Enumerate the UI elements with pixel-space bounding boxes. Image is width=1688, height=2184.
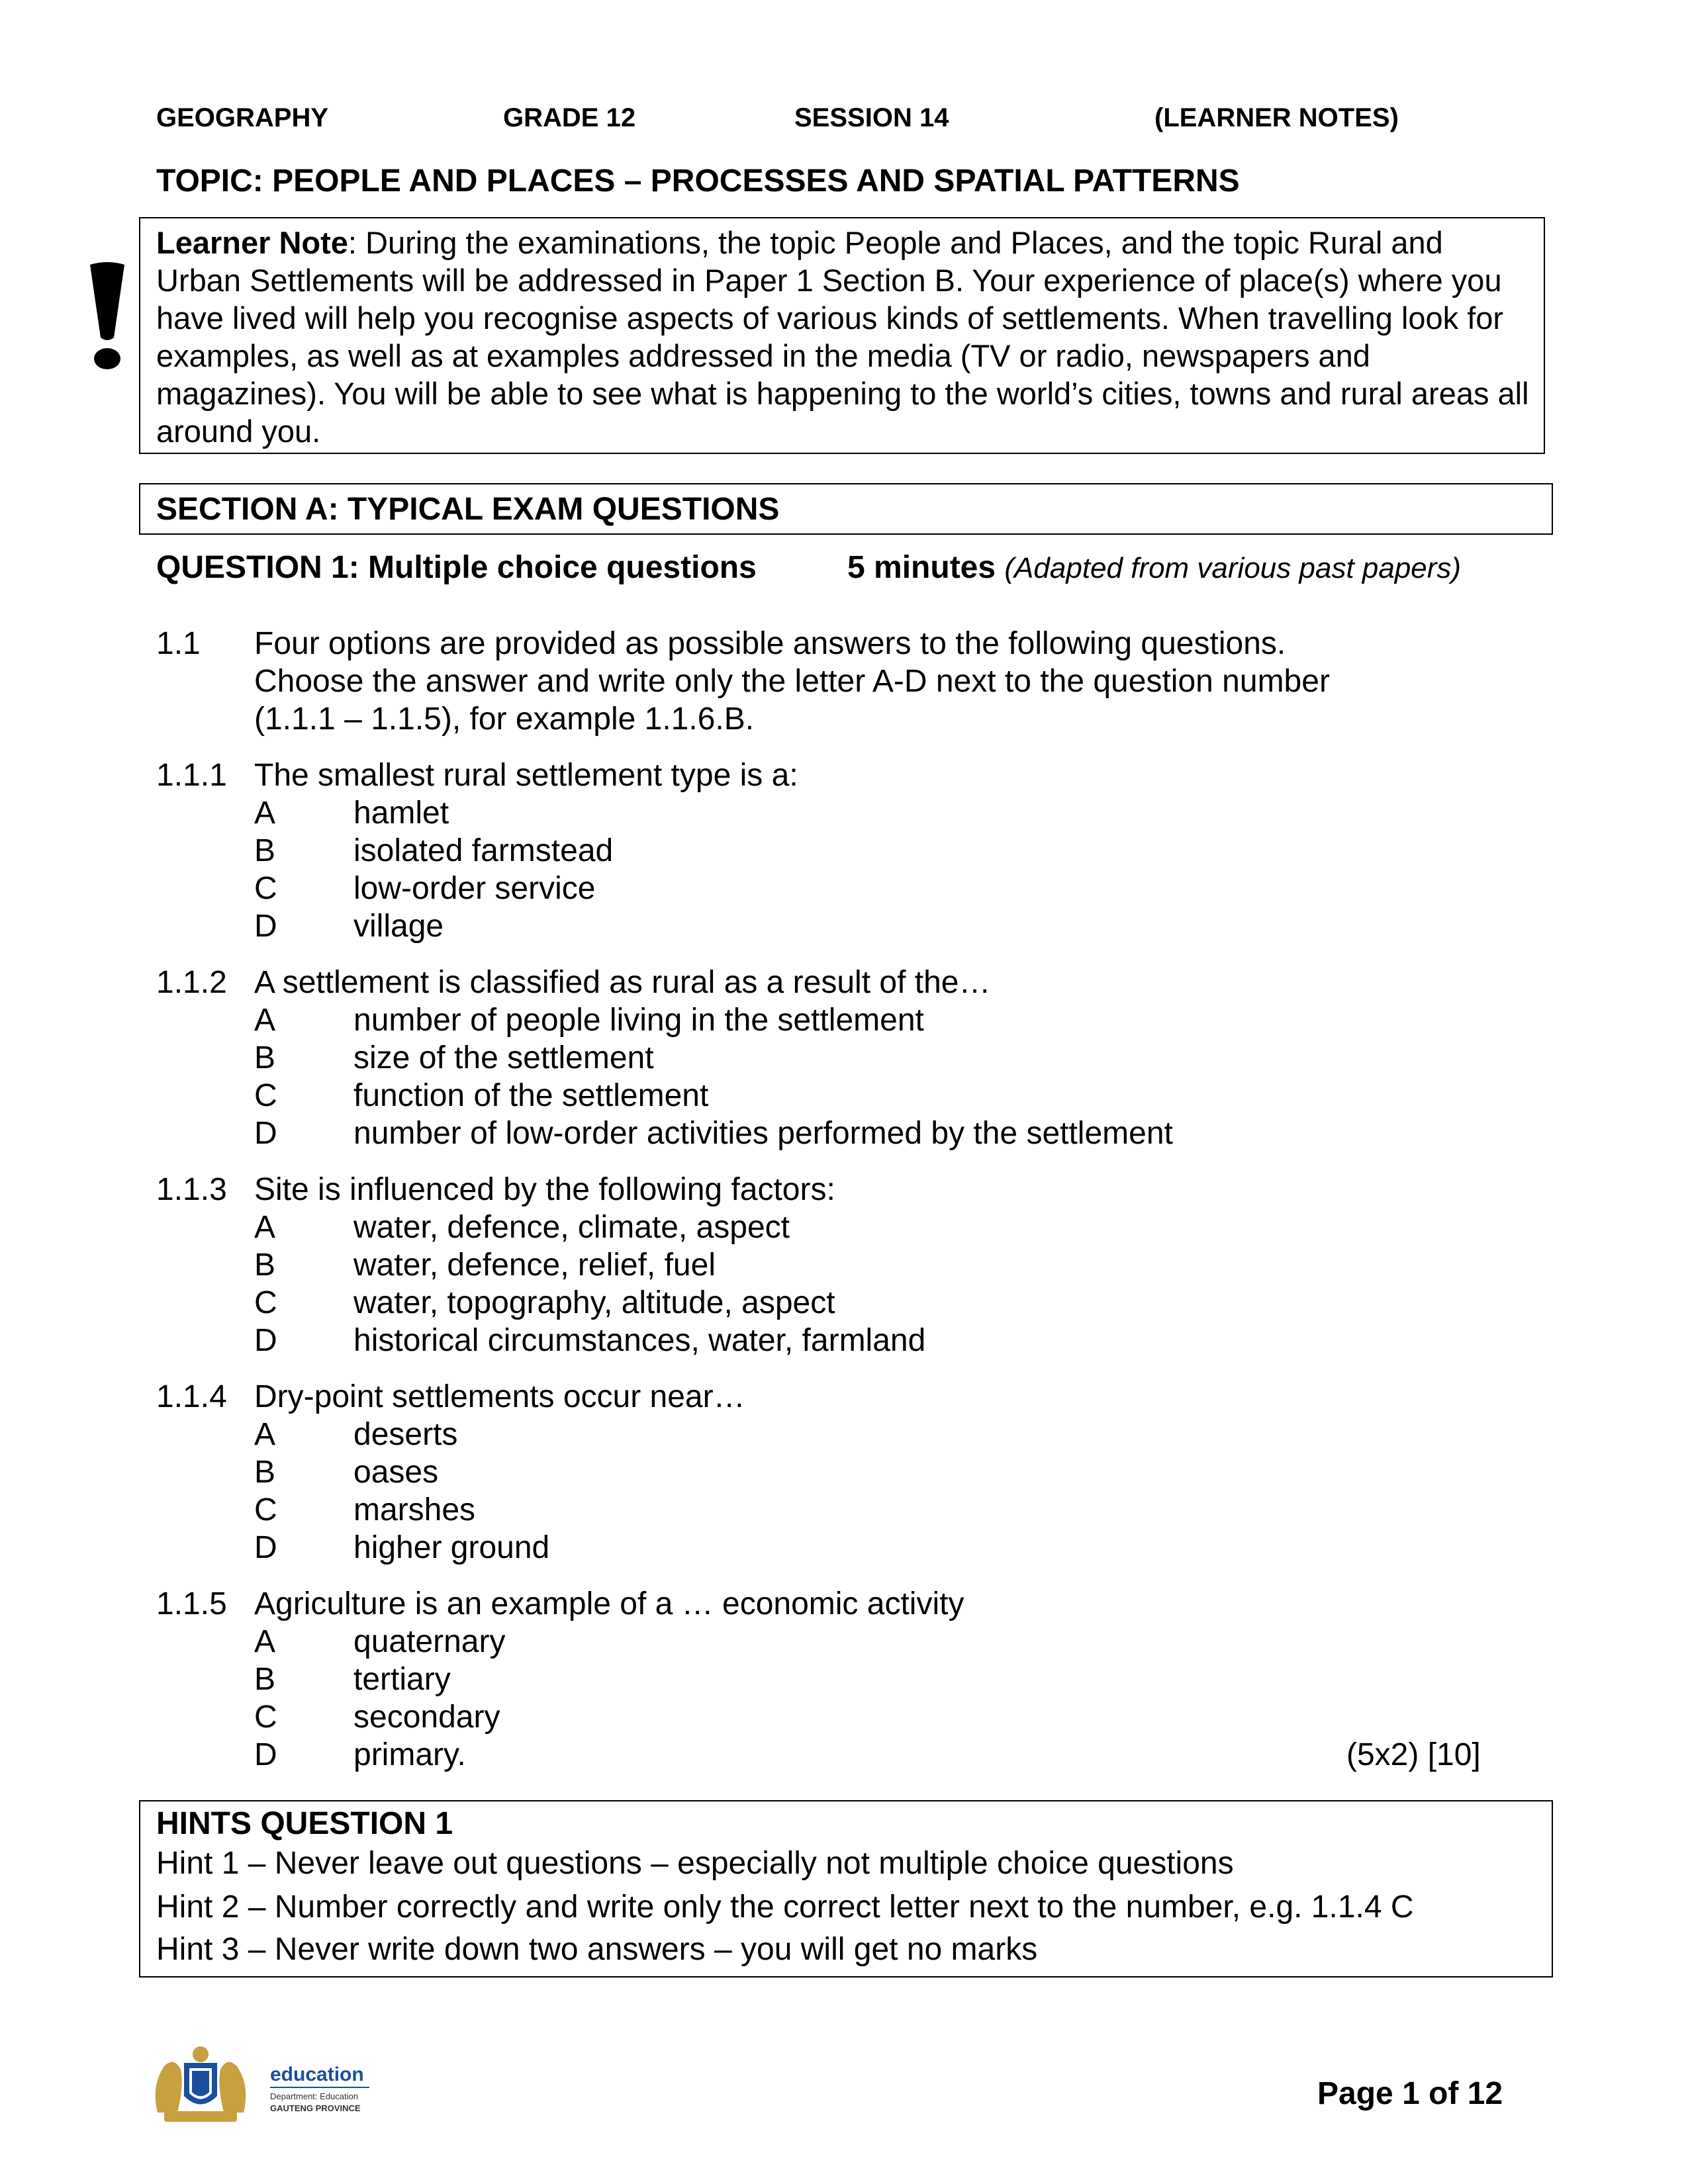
option-letter: C	[254, 1492, 277, 1527]
option-letter: C	[254, 1285, 277, 1320]
option-letter: D	[254, 1737, 277, 1772]
question-text: Dry-point settlements occur near…	[254, 1379, 745, 1414]
option-text: village	[353, 909, 444, 944]
hints-title: HINTS QUESTION 1	[156, 1806, 453, 1841]
option-letter: B	[254, 1662, 276, 1697]
option-text: oases	[353, 1455, 439, 1490]
learner-note-box	[139, 217, 1545, 454]
question-number: 1.1.3	[156, 1172, 227, 1207]
option-letter: B	[254, 833, 276, 868]
option-letter: D	[254, 1116, 277, 1151]
question-number: 1.1.2	[156, 965, 227, 1000]
hint-item: Hint 1 – Never leave out questions – especially not multiple choice questions	[156, 1846, 1234, 1881]
section-a-title: SECTION A: TYPICAL EXAM QUESTIONS	[156, 492, 780, 527]
option-text: water, defence, relief, fuel	[353, 1248, 716, 1283]
option-letter: D	[254, 1530, 277, 1565]
option-text: higher ground	[353, 1530, 550, 1565]
option-letter: A	[254, 1210, 276, 1245]
option-letter: A	[254, 1624, 276, 1659]
question-1-title: QUESTION 1: Multiple choice questions	[156, 550, 757, 585]
header-session: SESSION 14	[794, 103, 949, 132]
option-text: size of the settlement	[353, 1040, 654, 1075]
learner-note-body: : During the examinations, the topic People and Places, and the topic Rural and Urban Settlements will be addressed in Paper 1 Section B. Your experience of place(s) where you have lived will help you recognise aspects of various kinds of settlements. When travelling look for examples, as well as at examples addressed in the media (TV or radio, newspapers and magazines). You will be able to see what is happening to the world’s cities, towns and rural areas all around you.	[156, 225, 1529, 449]
question-text: Agriculture is an example of a … economic activity	[254, 1586, 964, 1621]
header-grade: GRADE 12	[503, 103, 636, 132]
header-notes: (LEARNER NOTES)	[1154, 103, 1399, 132]
exclamation-icon	[81, 259, 134, 372]
hints-box	[139, 1800, 1553, 1978]
intro-number: 1.1	[156, 626, 201, 661]
option-letter: A	[254, 796, 276, 831]
topic-title: TOPIC: PEOPLE AND PLACES – PROCESSES AND SPATIAL PATTERNS	[156, 163, 1240, 199]
option-letter: D	[254, 909, 277, 944]
question-number: 1.1.4	[156, 1379, 227, 1414]
marks-allocation: (5x2) [10]	[1346, 1737, 1481, 1772]
option-letter: C	[254, 1078, 277, 1113]
page-number: Page 1 of 12	[1317, 2076, 1503, 2111]
intro-line: Choose the answer and write only the letter A-D next to the question number	[254, 664, 1330, 699]
intro-line: Four options are provided as possible answers to the following questions.	[254, 626, 1286, 661]
option-text: isolated farmstead	[353, 833, 614, 868]
option-letter: A	[254, 1417, 276, 1452]
option-text: deserts	[353, 1417, 458, 1452]
question-1-heading	[156, 549, 1462, 586]
question-1-time: 5 minutes	[847, 550, 996, 585]
logo-subtext: Department: Education	[270, 2091, 358, 2101]
option-letter: B	[254, 1455, 276, 1490]
option-text: number of low-order activities performed by the settlement	[353, 1116, 1173, 1151]
hint-item: Hint 2 – Number correctly and write only the correct letter next to the number, e.g. 1.1.4 C	[156, 1889, 1414, 1925]
option-text: marshes	[353, 1492, 476, 1527]
intro-line: (1.1.1 – 1.1.5), for example 1.1.6.B.	[254, 702, 755, 737]
learner-note-text	[156, 224, 1533, 450]
question-text: Site is influenced by the following factors:	[254, 1172, 835, 1207]
learner-note-label: Learner Note	[156, 225, 348, 260]
option-letter: C	[254, 871, 277, 906]
option-text: tertiary	[353, 1662, 451, 1697]
option-text: function of the settlement	[353, 1078, 709, 1113]
option-letter: B	[254, 1248, 276, 1283]
option-text: number of people living in the settlement	[353, 1003, 924, 1038]
option-text: secondary	[353, 1700, 500, 1735]
question-1-time-wrap	[847, 549, 1461, 586]
option-text: water, defence, climate, aspect	[353, 1210, 790, 1245]
section-a-box	[139, 483, 1553, 535]
option-text: hamlet	[353, 796, 449, 831]
option-text: low-order service	[353, 871, 596, 906]
option-letter: A	[254, 1003, 276, 1038]
option-text: historical circumstances, water, farmland	[353, 1323, 926, 1358]
question-text: A settlement is classified as rural as a result of the…	[254, 965, 991, 1000]
logo-text: education	[270, 2064, 364, 2085]
option-letter: D	[254, 1323, 277, 1358]
gauteng-education-logo	[144, 2040, 396, 2126]
option-text: water, topography, altitude, aspect	[353, 1285, 835, 1320]
header-subject: GEOGRAPHY	[156, 103, 329, 132]
option-text: quaternary	[353, 1624, 506, 1659]
option-letter: B	[254, 1040, 276, 1075]
logo-province: GAUTENG PROVINCE	[270, 2103, 361, 2113]
option-text: primary.	[353, 1737, 466, 1772]
question-number: 1.1.1	[156, 758, 227, 793]
question-number: 1.1.5	[156, 1586, 227, 1621]
option-letter: C	[254, 1700, 277, 1735]
question-1-source: (Adapted from various past papers)	[1004, 552, 1462, 584]
question-text: The smallest rural settlement type is a:	[254, 758, 798, 793]
hint-item: Hint 3 – Never write down two answers – you will get no marks	[156, 1932, 1038, 1967]
